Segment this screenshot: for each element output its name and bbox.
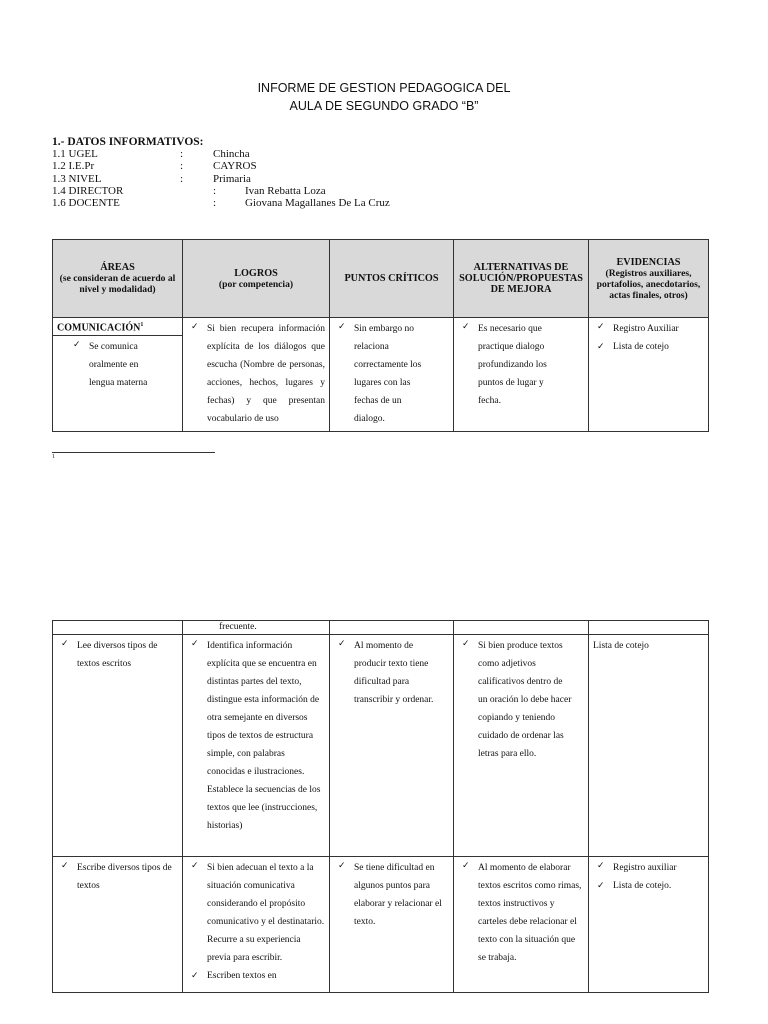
info-row-nivel bbox=[52, 173, 452, 185]
alternativas-text: ✓ Si bien produce textos como adjetivos calificativos dentro de un oración lo debe hacer copiando y teniendo cuidado de ordenar las letras para ello. bbox=[454, 635, 588, 765]
table-row bbox=[53, 621, 709, 635]
document-title-line-1: INFORME DE GESTION PEDAGOGICA DEL bbox=[257, 81, 511, 95]
evidencias-cell bbox=[589, 857, 709, 993]
logro-text: ✓ Si bien recupera información explícita de los diálogos que escucha (Nombre de personas, acciones, hechos, lugares y fechas) y que presentan vocabulario de uso bbox=[183, 318, 329, 428]
info-label: 1.4 DIRECTOR bbox=[52, 184, 124, 197]
info-label: 1.2 I.E.Pr bbox=[52, 160, 95, 173]
logro-continued: frecuente. bbox=[219, 622, 257, 632]
area-cell bbox=[53, 857, 183, 993]
logro-text-2: ✓ Escriben textos en bbox=[183, 967, 329, 987]
puntos-cell bbox=[330, 857, 454, 993]
info-separator: : bbox=[180, 160, 184, 173]
table-row bbox=[53, 857, 709, 993]
logro-text: ✓ Si bien adecuan el texto a la situación comunicativa considerando el propósito comunicativo y el destinatario. Recurre a su experiencia previa para escribir. bbox=[183, 857, 329, 967]
info-label: 1.3 NIVEL bbox=[52, 172, 102, 185]
footnote-separator bbox=[52, 452, 215, 453]
info-label: 1.6 DOCENTE bbox=[52, 196, 120, 209]
evidencias-cell bbox=[589, 635, 709, 857]
alternativas-cell bbox=[454, 635, 589, 857]
evidencia-item: ✓ Registro auxiliar bbox=[589, 857, 708, 877]
puntos-cell bbox=[330, 318, 454, 432]
area-text: ✓ Lee diversos tipos de textos escritos bbox=[53, 635, 182, 675]
info-row-director bbox=[52, 185, 452, 197]
informe-table bbox=[52, 239, 709, 432]
header-alternativas: ALTERNATIVAS DE SOLUCIÓN/PROPUESTAS DE MEJORA bbox=[454, 240, 589, 318]
alternativas-text: ✓ Es necesario que practique dialogo profundizando los puntos de lugar y fecha. bbox=[454, 318, 588, 412]
logro-cell bbox=[183, 635, 330, 857]
info-row-ugel bbox=[52, 148, 452, 160]
info-row-iepr bbox=[52, 160, 452, 172]
info-value: Primaria bbox=[213, 172, 251, 185]
area-cell bbox=[53, 635, 183, 857]
area-heading: COMUNICACIÓN$^1$ bbox=[53, 318, 182, 336]
info-row-docente bbox=[52, 197, 452, 209]
table-row bbox=[53, 318, 709, 432]
area-cell bbox=[53, 318, 183, 432]
logro-cell bbox=[183, 621, 330, 635]
datos-informativos bbox=[52, 136, 452, 209]
puntos-text: ✓ Se tiene dificultad en algunos puntos para elaborar y relacionar el texto. bbox=[330, 857, 453, 933]
evidencia-item: ✓ Lista de cotejo. bbox=[589, 877, 708, 897]
header-evidencias: EVIDENCIAS (Registros auxiliares, portafolios, anecdotarios, actas finales, otros) bbox=[589, 240, 709, 318]
footnote-number: 1 bbox=[52, 454, 55, 460]
info-separator: : bbox=[213, 184, 217, 197]
informe-table-continued bbox=[52, 620, 709, 993]
logro-cell bbox=[183, 318, 330, 432]
area-text: ✓ Se comunica oralmente en lengua materna bbox=[53, 336, 182, 394]
info-label: 1.1 UGEL bbox=[52, 148, 98, 161]
header-puntos-criticos: PUNTOS CRÍTICOS bbox=[330, 240, 454, 318]
evidencias-cell bbox=[589, 318, 709, 432]
info-heading: 1.- DATOS INFORMATIVOS: bbox=[52, 136, 204, 148]
header-logros: LOGROS (por competencia) bbox=[183, 240, 330, 318]
logro-cell bbox=[183, 857, 330, 993]
puntos-text: ✓ Al momento de producir texto tiene dificultad para transcribir y ordenar. bbox=[330, 635, 453, 711]
info-separator: : bbox=[180, 148, 184, 161]
info-value: Ivan Rebatta Loza bbox=[245, 184, 326, 197]
info-value: CAYROS bbox=[213, 160, 257, 173]
header-areas: ÁREAS (se consideran de acuerdo al nivel y modalidad) bbox=[53, 240, 183, 318]
table-row bbox=[53, 635, 709, 857]
alternativas-cell bbox=[454, 857, 589, 993]
info-value: Giovana Magallanes De La Cruz bbox=[245, 196, 390, 209]
info-separator: : bbox=[180, 172, 184, 185]
info-separator: : bbox=[213, 196, 217, 209]
logro-text: ✓ Identifica información explícita que se encuentra en distintas partes del texto, distingue esta información de otra semejante en diversos tipos de textos de estructura simple, con palabras conocidas e ilustraciones. Establece la secuencias de los textos que lee (instrucciones, historias) bbox=[183, 635, 329, 837]
area-text: ✓ Escribe diversos tipos de textos bbox=[53, 857, 182, 897]
puntos-cell bbox=[330, 635, 454, 857]
document-title-line-2: AULA DE SEGUNDO GRADO “B” bbox=[289, 99, 479, 113]
evidencia-item: ✓ Registro Auxiliar bbox=[589, 318, 708, 338]
info-value: Chincha bbox=[213, 148, 250, 161]
table-header-row bbox=[53, 240, 709, 318]
puntos-text: ✓ Sin embargo no relaciona correctamente los lugares con las fechas de un dialogo. bbox=[330, 318, 453, 430]
alternativas-text: ✓ Al momento de elaborar textos escritos como rimas, textos instructivos y carteles debe relacionar el texto con la situación que se trabaja. bbox=[454, 857, 588, 969]
evidencia-item: ✓ Lista de cotejo bbox=[589, 338, 708, 358]
evidencia-item: Lista de cotejo bbox=[593, 641, 649, 651]
alternativas-cell bbox=[454, 318, 589, 432]
footnote-mark: 1 bbox=[140, 322, 144, 328]
